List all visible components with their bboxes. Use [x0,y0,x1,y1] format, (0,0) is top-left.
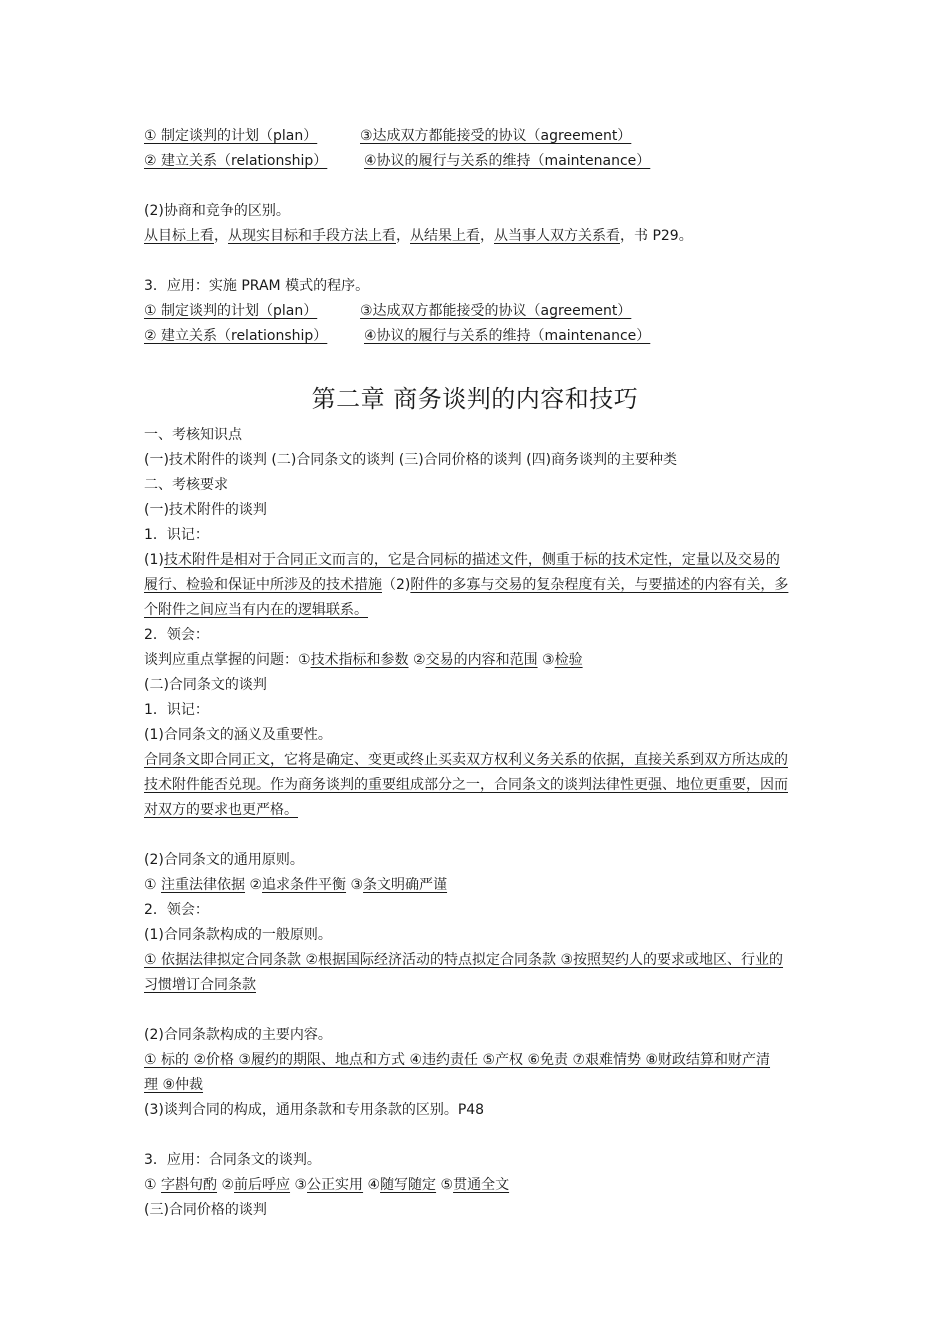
underlined-text: 追求条件平衡 [262,877,347,893]
paragraph-line: ① 标的 ②价格 ③履约的期限、地点和方式 ④违约责任 ⑤产权 ⑥免责 ⑦艰难情势 ⑧财政结算和财产清 [144,1052,771,1068]
difference-goal: 从目标上看 [144,228,214,244]
plain-text: ③ [290,1177,308,1193]
difference-result: 从结果上看 [410,228,480,244]
item-heading: (2)合同条文的通用原则。 [144,852,304,868]
difference-line [144,224,824,249]
paragraph-line: ① 依据法律拟定合同条款 ②根据国际经济活动的特点拟定合同条款 ③按照契约人的要求或地区、行业的 [144,952,784,968]
item-heading: (2)合同条款构成的主要内容。 [144,1027,332,1043]
underlined-text: 检验 [554,652,583,668]
separator: ， [214,228,228,244]
item-heading: (1)合同条款构成的一般原则。 [144,927,332,943]
item-heading: 1．识记： [144,527,209,543]
underlined-text: 随写随定 [380,1177,437,1193]
drafting-line [144,1173,824,1198]
paragraph-line [144,598,824,623]
apply-row-1 [144,299,824,324]
difference-tail: ，书 P29。 [620,228,693,244]
item-number: (1) [144,552,164,568]
underlined-text: 注重法律依据 [161,877,246,893]
plain-text: ⑤ [436,1177,454,1193]
plain-text: 谈判应重点掌握的问题：① [144,652,311,668]
underlined-text: 前后呼应 [234,1177,291,1193]
subsection-heading: (三)合同价格的谈判 [144,1202,267,1218]
difference-relation: 从当事人双方关系看 [494,228,620,244]
apply-step-agreement: ③达成双方都能接受的协议（agreement） [360,303,632,319]
plain-text: ① [144,1177,162,1193]
plain-text: ④ [363,1177,381,1193]
difference-heading: (2)协商和竞争的区别。 [144,203,290,219]
paragraph-line: 对双方的要求也更严格。 [144,802,298,818]
top-section [144,124,824,349]
pram-row-1 [144,124,824,149]
underlined-text: 条文明确严谨 [363,877,448,893]
section-heading: 一、考核知识点 [144,427,242,443]
apply-step-maintenance: ④协议的履行与关系的维持（maintenance） [364,328,651,344]
pram-step-relationship: ② 建立关系（relationship） [144,153,328,169]
item-heading: 2．领会： [144,627,209,643]
paragraph-line: 习惯增订合同条款 [144,977,256,993]
plain-text: ① [144,877,162,893]
item-heading: (3)谈判合同的构成，通用条款和专用条款的区别。P48 [144,1102,485,1118]
separator: ， [396,228,410,244]
paragraph-line [144,573,824,598]
item-heading: (1)合同条文的涵义及重要性。 [144,727,332,743]
plain-text: ② [245,877,263,893]
apply-heading: 3．应用：实施 PRAM 模式的程序。 [144,278,370,294]
chapter-title: 第二章 商务谈判的内容和技巧 [311,385,639,413]
key-issues-line [144,648,824,673]
chapter-body [144,423,824,1223]
item-heading: 1．识记： [144,702,209,718]
apply-step-plan: ① 制定谈判的计划（plan） [144,303,318,319]
item-heading: 3．应用：合同条文的谈判。 [144,1152,321,1168]
underlined-text: 交易的内容和范围 [425,652,538,668]
separator: ， [480,228,494,244]
item-number: （2) [382,577,411,593]
underlined-text: 字斟句酌 [161,1177,218,1193]
apply-row-2 [144,324,824,349]
pram-step-agreement: ③达成双方都能接受的协议（agreement） [360,128,632,144]
paragraph-line [144,548,824,573]
underlined-text: 附件的多寡与交易的复杂程度有关，与要描述的内容有关，多 [410,577,789,593]
principles-line [144,873,824,898]
plain-text: ③ [346,877,364,893]
section-heading: 二、考核要求 [144,477,228,493]
pram-step-plan: ① 制定谈判的计划（plan） [144,128,318,144]
difference-means: 从现实目标和手段方法上看 [228,228,396,244]
underlined-text: 履行、检验和保证中所涉及的技术措施 [144,577,382,593]
item-heading: 2．领会： [144,902,209,918]
pram-step-maintenance: ④协议的履行与关系的维持（maintenance） [364,153,651,169]
underlined-text: 技术指标和参数 [310,652,409,668]
paragraph-line: 技术附件能否兑现。作为商务谈判的重要组成部分之一，合同条文的谈判法律性更强、地位更重要，因而 [144,777,788,793]
apply-step-relationship: ② 建立关系（relationship） [144,328,328,344]
paragraph-line: 理 ⑨仲裁 [144,1077,204,1093]
subsection-heading: (一)技术附件的谈判 [144,502,267,518]
plain-text: ③ [537,652,555,668]
plain-text: ② [217,1177,235,1193]
knowledge-points: (一)技术附件的谈判 (二)合同条文的谈判 (三)合同价格的谈判 (四)商务谈判的主要种类 [144,452,678,468]
underlined-text: 个附件之间应当有内在的逻辑联系。 [144,602,368,618]
underlined-text: 公正实用 [307,1177,364,1193]
paragraph-line: 合同条文即合同正文，它将是确定、变更或终止买卖双方权利义务关系的依据，直接关系到双方所达成的 [144,752,788,768]
subsection-heading: (二)合同条文的谈判 [144,677,267,693]
underlined-text: 技术附件是相对于合同正文而言的，它是合同标的描述文件，侧重于标的技术定性，定量以及交易的 [163,552,780,568]
pram-row-2 [144,149,824,174]
underlined-text: 贯通全文 [453,1177,510,1193]
plain-text: ② [408,652,426,668]
